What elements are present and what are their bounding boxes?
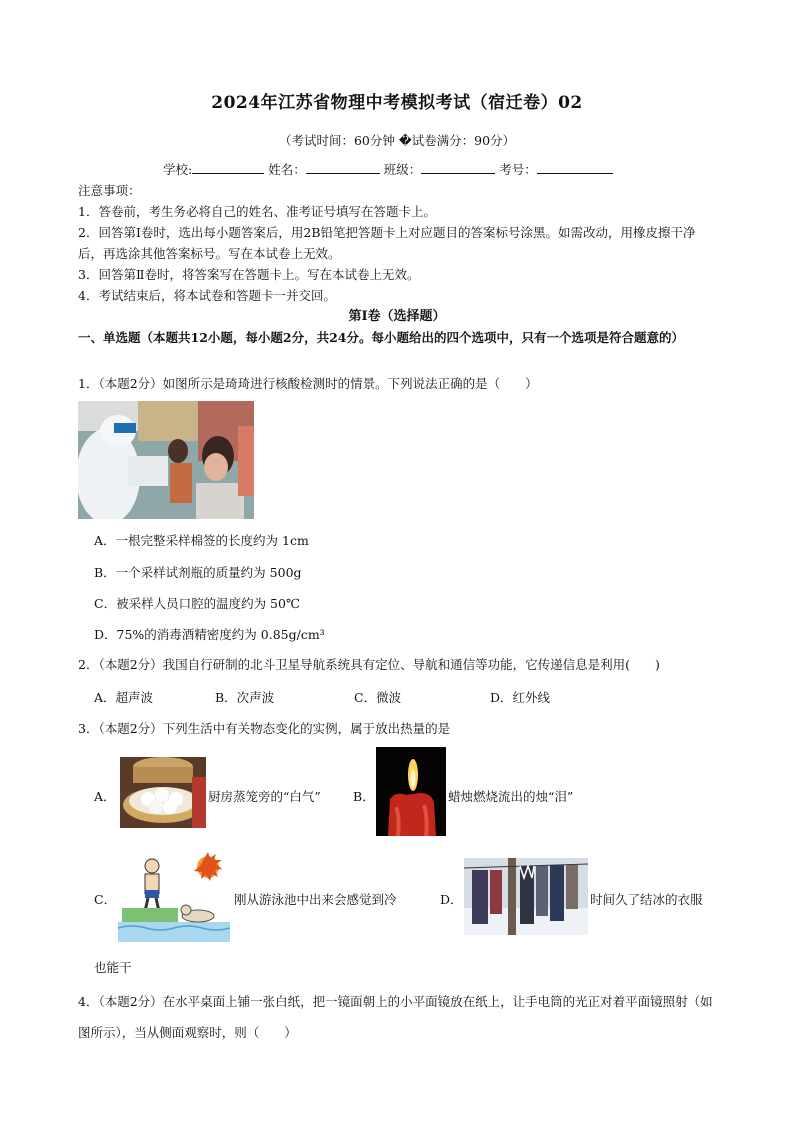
q2-option-d[interactable]: D．红外线	[490, 690, 551, 705]
q2-option-c[interactable]: C．微波	[354, 690, 402, 705]
notice-heading: 注意事项：	[78, 183, 141, 198]
frozen-clothes-photo	[464, 858, 588, 935]
q3-option-d-text[interactable]: 时间久了结冰的衣服	[590, 892, 703, 907]
q2-option-a[interactable]: A．超声波	[94, 690, 154, 705]
school-label: 学校:	[163, 162, 193, 177]
exam-no-label: 考号：	[499, 162, 537, 177]
q3-option-a-text[interactable]: 厨房蒸笼旁的“白气”	[208, 789, 321, 804]
exam-subtitle: （考试时间：60分钟 �试卷满分：90分）	[278, 133, 516, 148]
section1-heading: 一、单选题（本题共12小题，每小题2分，共24分。每小题给出的四个选项中，只有一个选项是符合题意的）	[78, 330, 684, 345]
part1-heading: 第Ⅰ卷（选择题）	[348, 309, 446, 324]
name-field[interactable]	[306, 161, 380, 174]
class-field[interactable]	[421, 161, 495, 174]
name-label: 姓名：	[268, 162, 306, 177]
q3-option-b-text[interactable]: 蜡烛燃烧流出的烛“泪”	[448, 789, 574, 804]
exam-no-field[interactable]	[537, 161, 613, 174]
notice-item-4: 4．考试结束后，将本试卷和答题卡一并交回。	[78, 288, 336, 303]
notice-item-3: 3．回答第Ⅱ卷时，将答案写在答题卡上。写在本试卷上无效。	[78, 267, 420, 282]
class-label: 班级：	[383, 162, 422, 177]
nucleic-acid-test-photo	[78, 401, 254, 519]
q3-option-c-letter[interactable]: C．	[94, 892, 117, 907]
q4-stem: 4．（本题2分）在水平桌面上铺一张白纸，把一镜面朝上的小平面镜放在纸上，让手电筒的光正对着平面镜照射（如图所示），当从侧面观察时，则（ ）	[78, 994, 713, 1040]
school-field[interactable]	[192, 161, 264, 174]
q3-option-d-continuation: 也能干	[94, 960, 132, 975]
notice-item-2: 2．回答第Ⅰ卷时，选出每小题答案后，用2B铅笔把答题卡上对应题目的答案标号涂黑。如需改动，用橡皮擦干净后，再选涂其他答案标号。写在本试卷上无效。	[78, 225, 696, 261]
q3-option-d-letter[interactable]: D．	[440, 892, 463, 907]
q1-option-d[interactable]: D．75%的消毒酒精密度约为 0.85g/cm³	[94, 627, 325, 642]
q1-stem: 1．（本题2分）如图所示是琦琦进行核酸检测时的情景。下列说法正确的是（ ）	[78, 376, 538, 391]
q3-option-c-text[interactable]: 刚从游泳池中出来会感觉到冷	[234, 892, 397, 907]
q1-option-a[interactable]: A．一根完整采样棉签的长度约为 1cm	[94, 533, 309, 548]
candle-photo	[376, 747, 446, 836]
q2-option-b[interactable]: B．次声波	[215, 690, 275, 705]
steamer-photo	[120, 757, 206, 828]
q3-option-a-letter[interactable]: A．	[94, 789, 116, 804]
q3-stem: 3．（本题2分）下列生活中有关物态变化的实例，属于放出热量的是	[78, 721, 451, 736]
q3-option-b-letter[interactable]: B．	[353, 789, 375, 804]
swimmer-cartoon	[118, 850, 230, 942]
student-info-line	[163, 160, 617, 178]
q1-option-b[interactable]: B．一个采样试剂瓶的质量约为 500g	[94, 565, 302, 580]
q2-stem: 2．（本题2分）我国自行研制的北斗卫星导航系统具有定位、导航和通信等功能，它传递信息是利用( )	[78, 657, 660, 672]
q1-option-c[interactable]: C．被采样人员口腔的温度约为 50℃	[94, 596, 300, 611]
notice-item-1: 1．答卷前，考生务必将自己的姓名、准考证号填写在答题卡上。	[78, 204, 436, 219]
exam-title: 2024年江苏省物理中考模拟考试（宿迁卷）02	[211, 93, 583, 113]
